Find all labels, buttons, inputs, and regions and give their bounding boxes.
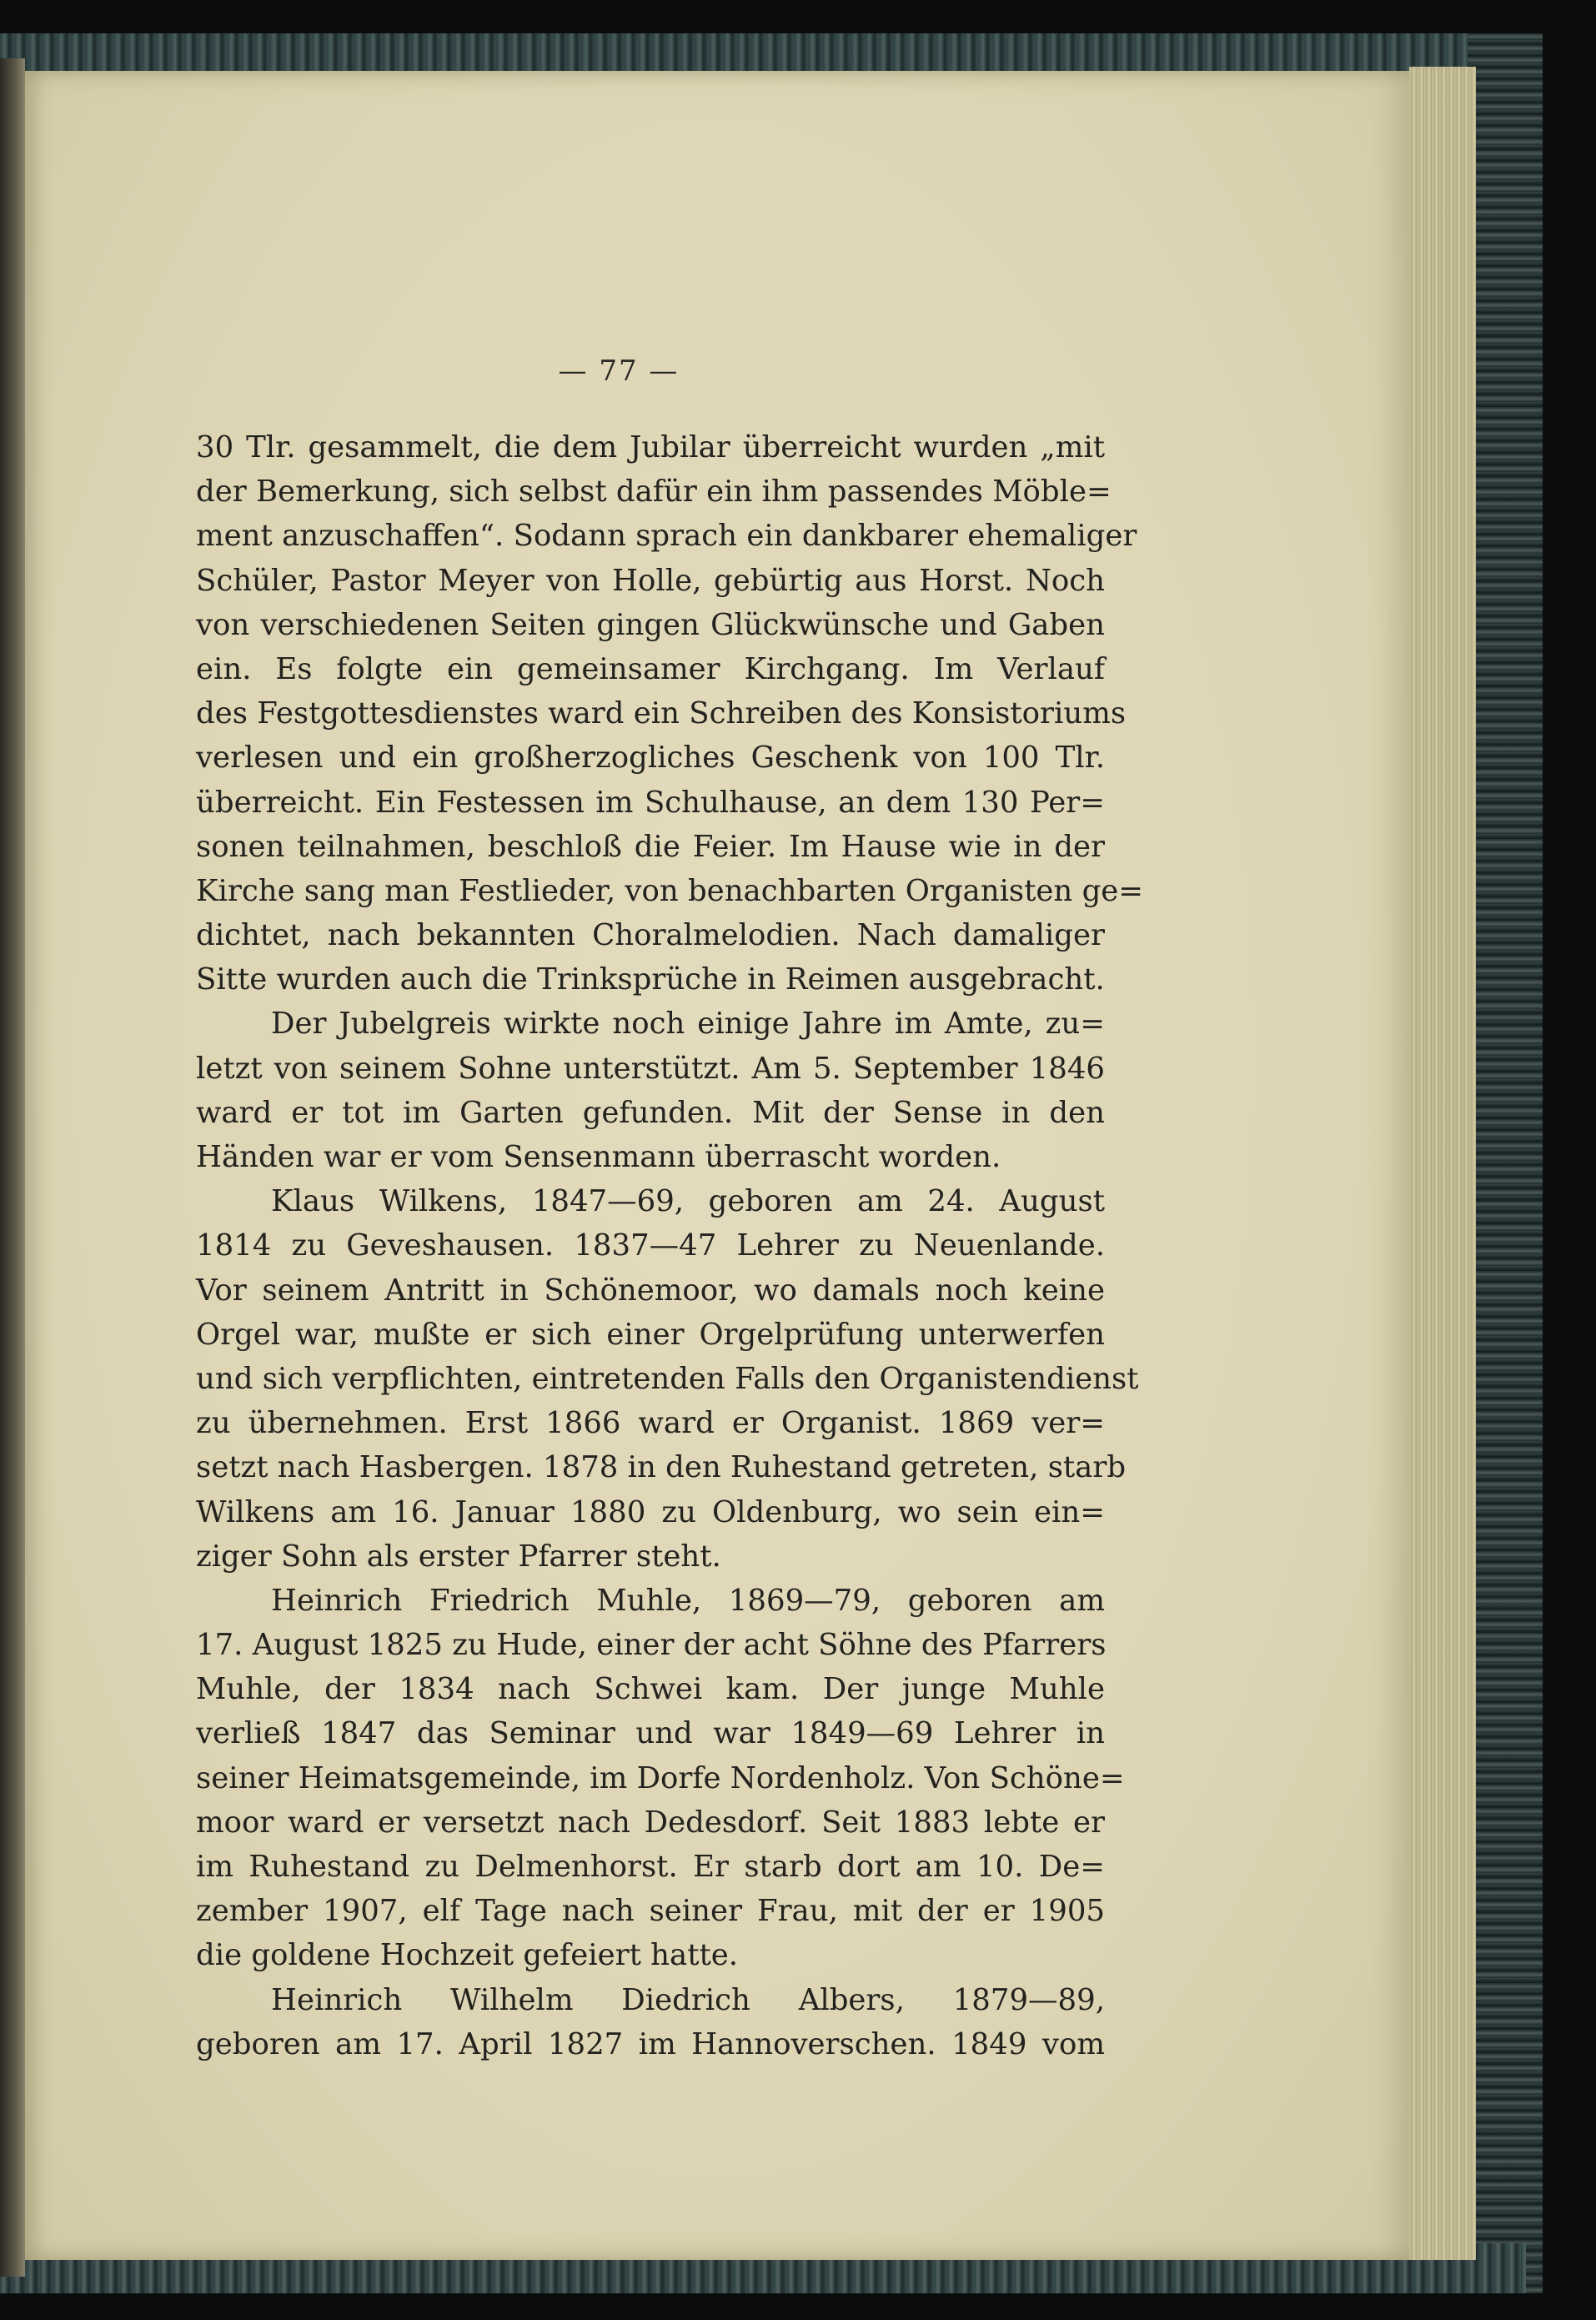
- text-line: 1814 zu Geveshausen. 1837—47 Lehrer zu Neuenlande.: [196, 1228, 1105, 1263]
- page-stack-edge: [1409, 67, 1476, 2260]
- text-line: Muhle, der 1834 nach Schwei kam. Der junge Muhle: [196, 1672, 1105, 1707]
- text-line: geboren am 17. April 1827 im Hannoverschen. 1849 vom: [196, 2026, 1105, 2061]
- text-line: Orgel war, mußte er sich einer Orgelprüfung unterwerfen: [196, 1317, 1105, 1352]
- paragraph-start-line: Heinrich Friedrich Muhle, 1869—79, geboren am: [271, 1583, 1105, 1618]
- text-line: überreicht. Ein Festessen im Schulhause, an dem 130 Per=: [196, 785, 1105, 820]
- text-line: die goldene Hochzeit gefeiert hatte.: [196, 1938, 739, 1973]
- text-line: verlesen und ein großherzogliches Geschenk von 100 Tlr.: [196, 741, 1105, 776]
- text-line: Kirche sang man Festlieder, von benachbarten Organisten ge=: [196, 873, 1144, 908]
- text-line: zember 1907, elf Tage nach seiner Frau, mit der er 1905: [196, 1894, 1105, 1929]
- body-text: [196, 425, 1144, 2066]
- text-line: sonen teilnahmen, beschloß die Feier. Im Hause wie in der: [196, 829, 1105, 864]
- paragraph-start-line: Klaus Wilkens, 1847—69, geboren am 24. August: [271, 1184, 1105, 1219]
- text-line: 17. August 1825 zu Hude, einer der acht Söhne des Pfarrers: [196, 1628, 1107, 1663]
- page-number: — 77 —: [558, 354, 680, 388]
- text-line: Schüler, Pastor Meyer von Holle, gebürtig aus Horst. Noch: [196, 563, 1105, 598]
- book-cover-top-edge: [0, 33, 1526, 75]
- paragraph-start-line: Der Jubelgreis wirkte noch einige Jahre im Amte, zu=: [271, 1007, 1105, 1042]
- text-line: setzt nach Hasbergen. 1878 in den Ruhestand getreten, starb: [196, 1450, 1127, 1485]
- text-line: seiner Heimatsgemeinde, im Dorfe Nordenholz. Von Schöne=: [196, 1760, 1125, 1795]
- paragraph-start-line: Heinrich Wilhelm Diedrich Albers, 1879—89,: [271, 1982, 1105, 2017]
- text-line: ward er tot im Garten gefunden. Mit der Sense in den: [196, 1095, 1105, 1130]
- text-line: ment anzuschaffen“. Sodann sprach ein dankbarer ehemaliger: [196, 519, 1137, 554]
- book-gutter: [0, 58, 25, 2277]
- text-line: verließ 1847 das Seminar und war 1849—69 Lehrer in: [196, 1716, 1105, 1751]
- text-line: zu übernehmen. Erst 1866 ward er Organist. 1869 ver=: [196, 1406, 1105, 1441]
- text-line: 30 Tlr. gesammelt, die dem Jubilar überreicht wurden „mit: [196, 430, 1105, 465]
- book-page: [25, 71, 1409, 2260]
- text-line: ziger Sohn als erster Pfarrer steht.: [196, 1539, 721, 1574]
- text-line: letzt von seinem Sohne unterstützt. Am 5. September 1846: [196, 1051, 1105, 1086]
- text-line: und sich verpflichten, eintretenden Falls den Organistendienst: [196, 1361, 1139, 1396]
- text-line: ein. Es folgte ein gemeinsamer Kirchgang. Im Verlauf: [196, 651, 1105, 686]
- text-line: Vor seinem Antritt in Schönemoor, wo damals noch keine: [196, 1273, 1105, 1308]
- text-line: dichtet, nach bekannten Choralmelodien. Nach damaliger: [196, 918, 1105, 953]
- text-line: des Festgottesdienstes ward ein Schreiben des Konsistoriums: [196, 696, 1127, 731]
- text-line: der Bemerkung, sich selbst dafür ein ihm passendes Möble=: [196, 475, 1112, 510]
- text-line: Händen war er vom Sensenmann überrascht worden.: [196, 1140, 1001, 1174]
- text-line: von verschiedenen Seiten gingen Glückwünsche und Gaben: [196, 607, 1105, 642]
- text-line: Sitte wurden auch die Trinksprüche in Reimen ausgebracht.: [196, 962, 1105, 997]
- book-cover-right-edge: [1468, 33, 1543, 2293]
- text-line: moor ward er versetzt nach Dedesdorf. Seit 1883 lebte er: [196, 1805, 1105, 1840]
- text-line: im Ruhestand zu Delmenhorst. Er starb dort am 10. De=: [196, 1850, 1105, 1884]
- text-line: Wilkens am 16. Januar 1880 zu Oldenburg, wo sein ein=: [196, 1494, 1105, 1529]
